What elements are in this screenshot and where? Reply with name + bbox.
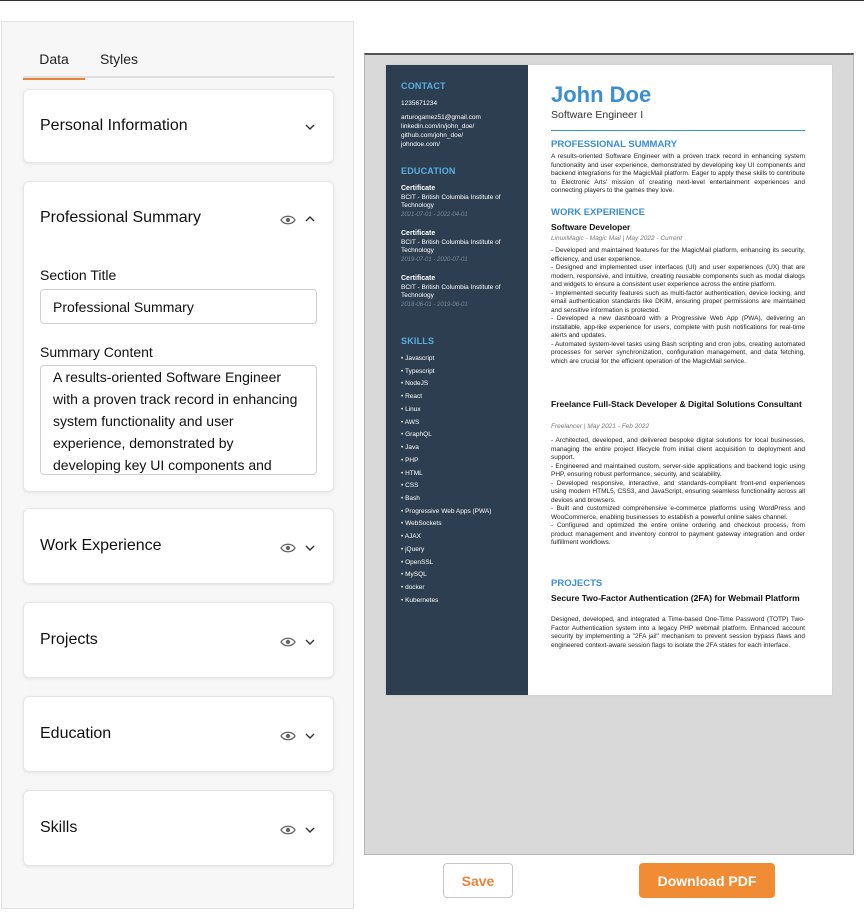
- section-skills[interactable]: [23, 790, 334, 866]
- contact-heading: CONTACT: [401, 81, 446, 91]
- job-title: Software Developer: [551, 222, 631, 232]
- skill-item: • Bash: [401, 495, 420, 502]
- education-item: Certificate BCIT - British Columbia Institute of Technology 2018-06-01 - 2019-06-01: [401, 275, 501, 308]
- eye-icon[interactable]: [280, 542, 296, 554]
- job-meta: Freelancer | May 2021 - Feb 2022: [551, 423, 650, 430]
- section-title: Education: [40, 725, 112, 742]
- resume-page: [386, 65, 832, 695]
- contact-github: github.com/john_doe/: [401, 132, 464, 139]
- skill-item: • GraphQL: [401, 431, 432, 438]
- chevron-down-icon[interactable]: [304, 732, 316, 740]
- projects-heading: PROJECTS: [551, 578, 603, 589]
- contact-phone: 1235671234: [401, 100, 438, 107]
- work-heading: WORK EXPERIENCE: [551, 207, 645, 218]
- contact-website: johndoe.com/: [401, 141, 441, 148]
- eye-icon[interactable]: [280, 214, 296, 226]
- chevron-down-icon[interactable]: [304, 544, 316, 552]
- education-item: Certificate BCIT - British Columbia Institute of Technology 2021-07-01 - 2022-04-01: [401, 185, 501, 218]
- job-bullets: - Developed and maintained features for the MagicMail platform, enhancing its security, efficiency, and user experience. - Designed and implemented user interfaces (UI) and user experiences (UX) that are modern, responsive, and intuitive, creating reusable components such as modal dialogs and widgets to ensure a consistent user experience across the entire platform. - Implemented security features such as multi-factor authentication, device locking, and email authentication standards like DKIM, ensuring proper permissions are maintained and sensitive information is protected. - Developed a new dashboard with a Progressive Web App (PWA), delivering an installable, app-like experience for users, complete with push notifications for real-time alerts and updates. - Automated system-level tasks using Bash scripting and cron jobs, creating automated processes for server synchronization, configuration management, and data fetching, which are crucial for the efficient operation of the MagicMail service.: [551, 247, 805, 365]
- save-button[interactable]: Save: [443, 863, 513, 898]
- job-meta: LinuxMagic - Magic Mail | May 2022 - Current: [551, 235, 683, 242]
- download-pdf-button[interactable]: Download PDF: [639, 863, 775, 898]
- skill-item: • AWS: [401, 419, 420, 426]
- skill-item: • WebSockets: [401, 520, 442, 527]
- chevron-up-icon[interactable]: [304, 215, 316, 223]
- resume-role: Software Engineer I: [551, 109, 644, 121]
- section-work-experience[interactable]: [23, 508, 334, 584]
- resume-preview[interactable]: [364, 53, 854, 855]
- contact-linkedin: linkedin.com/in/john_doe/: [401, 123, 475, 130]
- tab-styles[interactable]: Styles: [99, 51, 139, 67]
- education-item: Certificate BCIT - British Columbia Institute of Technology 2019-07-01 - 2020-07-01: [401, 230, 501, 263]
- section-personal-information[interactable]: [23, 89, 334, 163]
- project-title: Secure Two-Factor Authentication (2FA) for Webmail Platform: [551, 593, 800, 603]
- section-education[interactable]: [23, 696, 334, 772]
- summary-text: A results-oriented Software Engineer with a proven track record in enhancing system functionality and user experience, demonstrated by developing key UI components and backend integrations for the MagicMail platform. Eager to apply these skills to contribute to Electronic Arts' mission of creating next-level entertainment experiences and connecting players to the games they love.: [551, 153, 805, 194]
- eye-icon[interactable]: [280, 730, 296, 742]
- contact-email: arturogamez51@gmail.com: [401, 114, 481, 121]
- skill-item: • AJAX: [401, 533, 421, 540]
- skill-item: • MySQL: [401, 571, 427, 578]
- skill-item: • OpenSSL: [401, 559, 434, 566]
- skill-item: • React: [401, 393, 423, 400]
- skill-item: • Java: [401, 444, 419, 451]
- eye-icon[interactable]: [280, 824, 296, 836]
- skill-item: • jQuery: [401, 546, 425, 553]
- job-title: Freelance Full-Stack Developer & Digital Solutions Consultant: [551, 399, 802, 409]
- skill-item: • PHP: [401, 457, 419, 464]
- skill-item: • HTML: [401, 470, 423, 477]
- education-heading: EDUCATION: [401, 166, 456, 176]
- section-title: Work Experience: [40, 537, 162, 554]
- skill-item: • docker: [401, 584, 425, 591]
- summary-content-textarea[interactable]: [40, 365, 317, 475]
- resume-sidebar: [386, 65, 528, 695]
- skill-item: • Linux: [401, 406, 421, 413]
- section-title: Personal Information: [40, 117, 188, 134]
- summary-heading: PROFESSIONAL SUMMARY: [551, 139, 678, 150]
- section-professional-summary: [23, 181, 334, 492]
- editor-panel: [1, 21, 354, 909]
- project-desc: Designed, developed, and integrated a Time-based One-Time Password (TOTP) Two-Factor Authentication system into a legacy PHP webmail platform. Enhanced account security by implementing a "2FA jail" mechanism to prevent session bypass flaws and engineered context-aware session flags to isolate the 2FA states for each interface.: [551, 616, 805, 649]
- chevron-down-icon[interactable]: [304, 826, 316, 834]
- chevron-down-icon[interactable]: [304, 638, 316, 646]
- skills-heading: SKILLS: [401, 336, 435, 346]
- section-projects[interactable]: [23, 602, 334, 678]
- tab-data[interactable]: Data: [23, 50, 85, 78]
- resume-main: [551, 65, 806, 695]
- skill-item: • Typescript: [401, 368, 435, 375]
- divider: [551, 130, 805, 131]
- section-title: Skills: [40, 819, 78, 836]
- skill-item: • Kubernetes: [401, 597, 439, 604]
- section-title: Professional Summary: [40, 209, 201, 226]
- resume-name: John Doe: [551, 82, 652, 107]
- summary-content-label: Summary Content: [40, 344, 153, 360]
- editor-tabs: [23, 50, 335, 78]
- section-title-input[interactable]: [40, 289, 317, 324]
- job-bullets: - Architected, developed, and delivered bespoke digital solutions for local businesses, managing the entire project lifecycle from initial client acquisition to deployment and support. - Engineered and maintained custom, server-side applications and backend logic using PHP, ensuring robust performance, security, and scalability. - Developed responsive, interactive, and standards-compliant front-end experiences using modern HTML5, CSS3, and JavaScript, ensuring seamless functionality across all devices and browsers. - Built and customized comprehensive e-commerce platforms using WordPress and WooCommerce, enabling businesses to establish a powerful online sales channel. - Configured and optimized the entire online ordering and checkout process, from product management and inventory control to payment gateway integration and order fulfillment workflows.: [551, 437, 805, 546]
- section-title: Projects: [40, 631, 98, 648]
- skill-item: • Progressive Web Apps (PWA): [401, 508, 492, 515]
- skill-item: • NodeJS: [401, 380, 429, 387]
- eye-icon[interactable]: [280, 636, 296, 648]
- top-border: [0, 0, 864, 1]
- skill-item: • CSS: [401, 482, 419, 489]
- skill-item: • Javascript: [401, 355, 435, 362]
- section-title-label: Section Title: [40, 267, 117, 283]
- chevron-down-icon[interactable]: [304, 123, 316, 131]
